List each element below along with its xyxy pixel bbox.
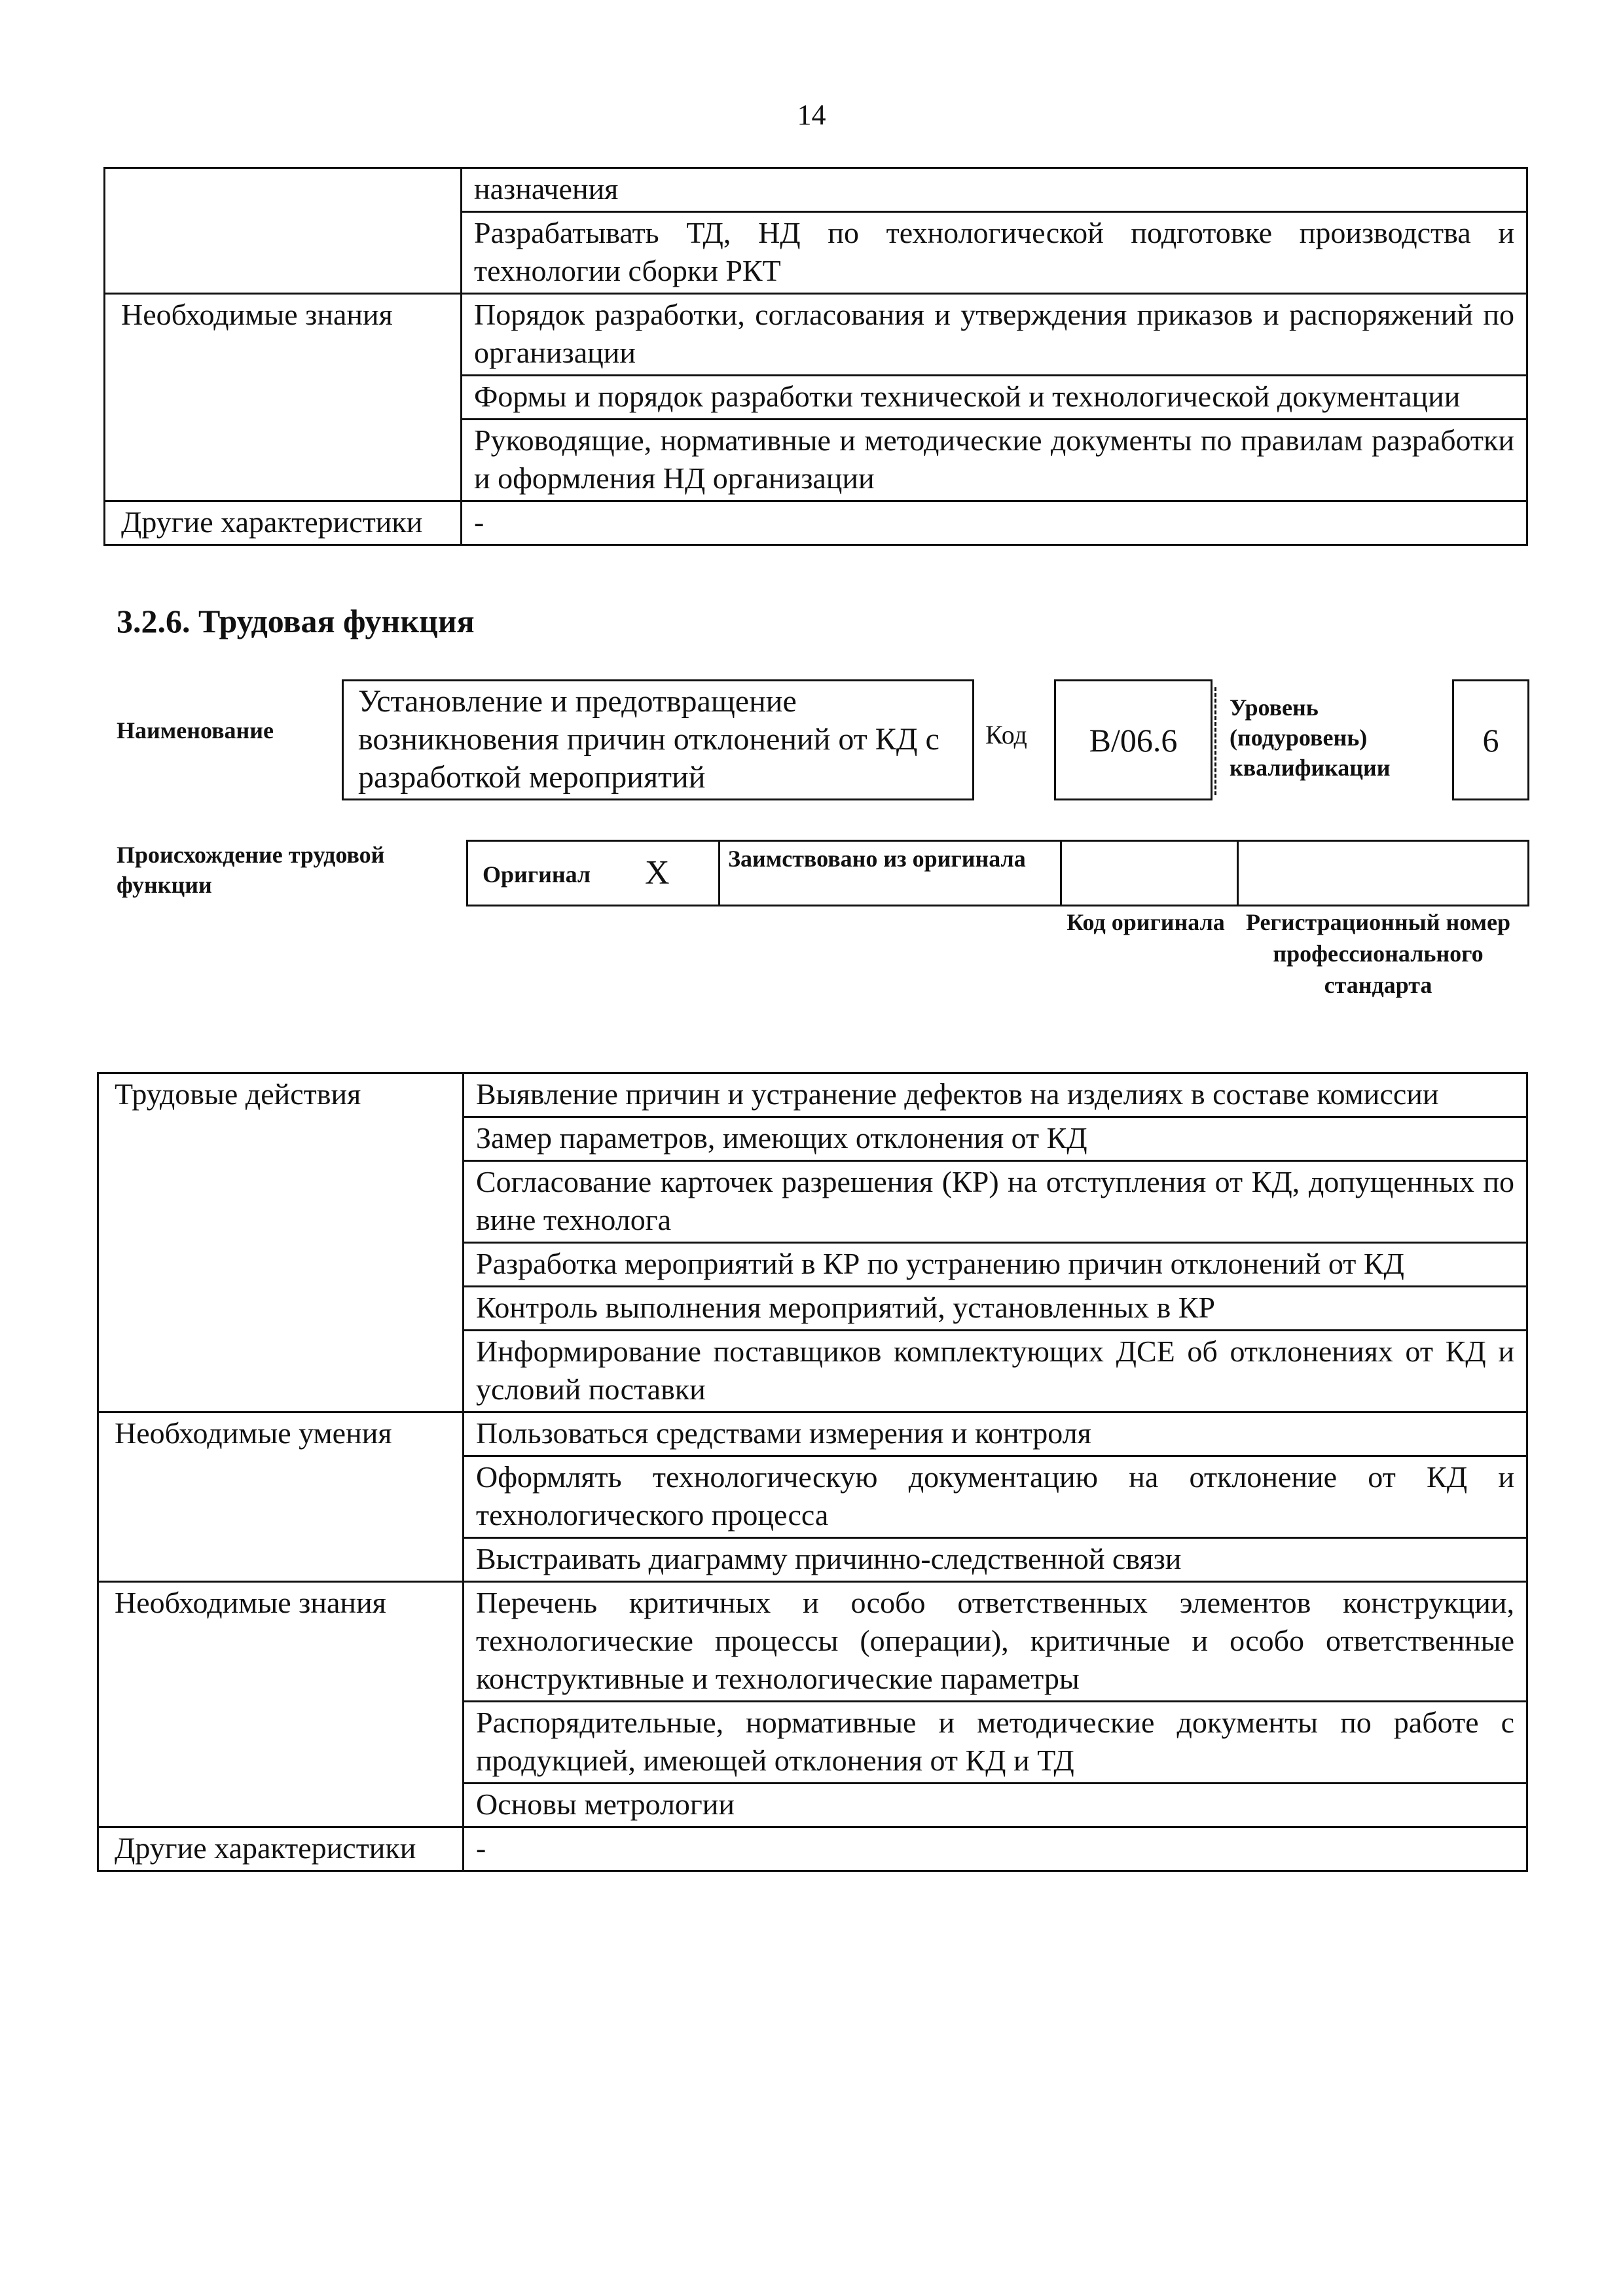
group-item: Пользоваться средствами измерения и контроля xyxy=(464,1412,1527,1456)
group-label: Другие характеристики xyxy=(98,1827,464,1871)
registration-number-cell xyxy=(1239,842,1527,905)
qualification-level-box: 6 xyxy=(1452,679,1529,800)
group-item: Выявление причин и устранение дефектов на изделиях в составе комиссии xyxy=(464,1073,1527,1117)
code-value-box: B/06.6 xyxy=(1054,679,1213,800)
group-item: Информирование поставщиков комплектующих ДСЕ об отклонениях от КД и условий поставки xyxy=(464,1331,1527,1412)
qualification-level-label: Уровень (подуровень) квалификации xyxy=(1230,694,1391,781)
group-item: Согласование карточек разрешения (КР) на отступления от КД, допущенных по вине технолога xyxy=(464,1161,1527,1243)
table-row xyxy=(98,1827,1527,1871)
function-details-table xyxy=(97,1072,1528,1872)
function-name-box: Установление и предотвращение возникновения причин отклонений от КД с разработкой мероприятий xyxy=(342,679,974,800)
origin-original-cell xyxy=(468,842,720,905)
continuation-table xyxy=(103,167,1528,546)
name-label: Наименование xyxy=(117,717,274,744)
row-content: Разрабатывать ТД, НД по технологической подготовке производства и технологии сборки РКТ xyxy=(462,212,1527,294)
group-item: Замер параметров, имеющих отклонения от КД xyxy=(464,1117,1527,1161)
table-row xyxy=(105,168,1527,212)
section-heading: 3.2.6. Трудовая функция xyxy=(117,603,475,639)
origin-row xyxy=(466,840,1529,906)
table-row xyxy=(98,1582,1527,1702)
dashed-separator xyxy=(1214,687,1216,795)
origin-borrowed-label: Заимствовано из оригинала xyxy=(728,846,1026,872)
group-item: Разработка мероприятий в КР по устранению причин отклонений от КД xyxy=(464,1243,1527,1287)
table-row xyxy=(98,1073,1527,1117)
origin-mark: X xyxy=(645,854,670,891)
group-label: Необходимые знания xyxy=(98,1582,464,1827)
table-row xyxy=(105,294,1527,376)
origin-borrowed-cell xyxy=(720,842,1062,905)
group-item: Перечень критичных и особо ответственных элементов конструкции, технологические процессы (операции), критичные и особо ответственные конструктивные и технологические параметры xyxy=(464,1582,1527,1702)
row-content: назначения xyxy=(462,168,1527,212)
row-content: - xyxy=(462,501,1527,545)
page-number: 14 xyxy=(797,99,826,131)
row-content: Порядок разработки, согласования и утверждения приказов и распоряжений по организации xyxy=(462,294,1527,376)
row-content: Руководящие, нормативные и методические документы по правилам разработки и оформления НД организации xyxy=(462,420,1527,501)
group-item: Контроль выполнения мероприятий, установленных в КР xyxy=(464,1287,1527,1331)
row-label xyxy=(105,168,462,294)
table-row xyxy=(98,1412,1527,1456)
group-item: Оформлять технологическую документацию на отклонение от КД и технологического процесса xyxy=(464,1456,1527,1538)
original-code-cell xyxy=(1062,842,1239,905)
group-item: Выстраивать диаграмму причинно-следственной связи xyxy=(464,1538,1527,1582)
origin-original-label: Оригинал xyxy=(483,861,591,888)
group-label: Необходимые умения xyxy=(98,1412,464,1582)
table-row xyxy=(105,501,1527,545)
group-item: Распорядительные, нормативные и методические документы по работе с продукцией, имеющей отклонения от КД и ТД xyxy=(464,1702,1527,1784)
original-code-caption: Код оригинала xyxy=(1067,909,1225,935)
row-label: Необходимые знания xyxy=(105,294,462,501)
group-label: Трудовые действия xyxy=(98,1073,464,1412)
code-label: Код xyxy=(985,720,1027,749)
group-item: Основы метрологии xyxy=(464,1784,1527,1827)
registration-number-caption: Регистрационный номер профессионального стандарта xyxy=(1245,909,1511,998)
row-content: Формы и порядок разработки технической и технологической документации xyxy=(462,376,1527,420)
group-item: - xyxy=(464,1827,1527,1871)
row-label: Другие характеристики xyxy=(105,501,462,545)
origin-label: Происхождение трудовой функции xyxy=(117,842,385,898)
